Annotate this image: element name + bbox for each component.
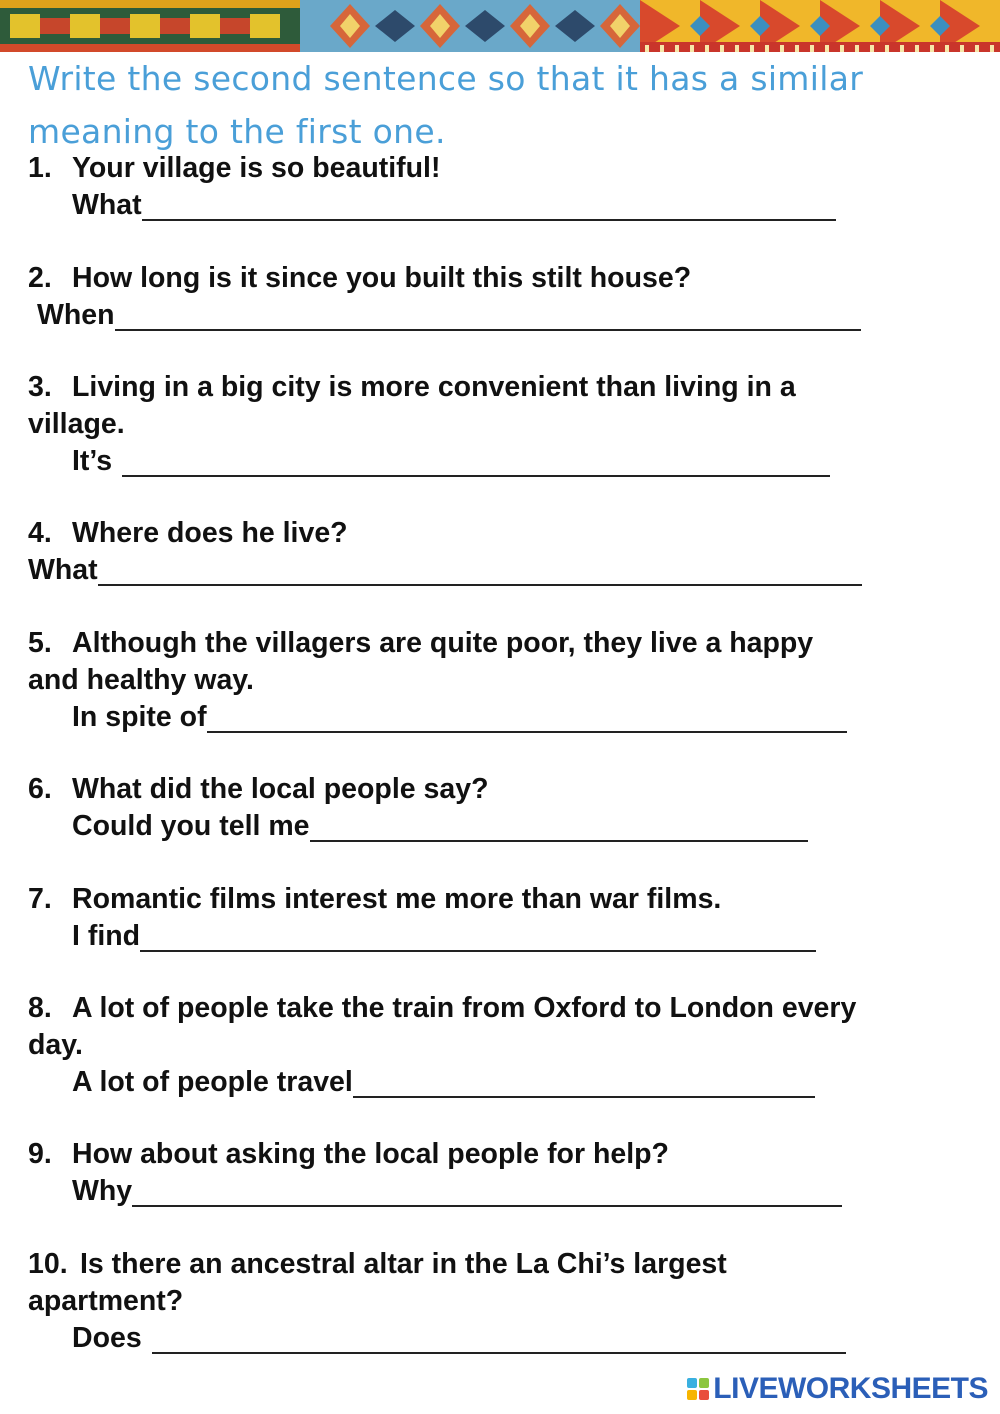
answer-input-3[interactable] [122, 449, 830, 477]
question-9 [28, 1136, 973, 1173]
answer-prompt: A lot of people travel [72, 1066, 353, 1098]
answer-row-2 [37, 297, 861, 334]
answer-input-2[interactable] [115, 303, 861, 331]
question-8 [28, 990, 973, 1064]
question-text: A lot of people take the train from Oxford to London every [72, 992, 857, 1024]
answer-input-1[interactable] [142, 193, 836, 221]
question-text: Although the villagers are quite poor, they live a happy [72, 627, 814, 659]
question-text: Where does he live? [72, 517, 348, 549]
answer-row-6 [72, 808, 808, 845]
ethnic-pattern-banner [0, 0, 1000, 52]
answer-input-9[interactable] [132, 1179, 842, 1207]
question-1 [28, 150, 973, 187]
answer-prompt: Does [72, 1322, 142, 1354]
question-number: 5. [28, 627, 52, 659]
answer-input-10[interactable] [152, 1326, 846, 1354]
answer-prompt: It’s [72, 445, 113, 477]
question-text: Is there an ancestral altar in the La Chi’s largest [80, 1248, 727, 1280]
liveworksheets-logo-icon [687, 1378, 709, 1400]
answer-prompt: I find [72, 920, 141, 952]
answer-input-7[interactable] [140, 924, 816, 952]
question-number: 2. [28, 262, 52, 294]
answer-prompt: What [72, 189, 142, 221]
answer-prompt: Why [72, 1175, 133, 1207]
answer-row-9 [72, 1173, 842, 1210]
question-number: 4. [28, 517, 52, 549]
answer-prompt: In spite of [72, 701, 207, 733]
question-text-continued: and healthy way. [28, 664, 254, 696]
instruction-heading: Write the second sentence so that it has a similar meaning to the first one. [28, 59, 864, 151]
answer-input-5[interactable] [207, 705, 847, 733]
question-6 [28, 771, 973, 808]
answer-row-1 [72, 187, 836, 224]
answer-row-10 [72, 1320, 846, 1357]
answer-prompt: Could you tell me [72, 810, 310, 842]
question-text: Romantic films interest me more than war films. [72, 883, 722, 915]
question-number: 10. [28, 1248, 68, 1280]
question-text: What did the local people say? [72, 773, 489, 805]
question-text: How about asking the local people for help? [72, 1138, 669, 1170]
question-number: 9. [28, 1138, 52, 1170]
question-4 [28, 515, 973, 552]
answer-input-4[interactable] [98, 558, 862, 586]
answer-row-7 [72, 918, 816, 955]
question-number: 8. [28, 992, 52, 1024]
question-text: How long is it since you built this stilt house? [72, 262, 692, 294]
answer-row-3 [72, 443, 830, 480]
question-text: Living in a big city is more convenient than living in a [72, 371, 796, 403]
answer-prompt: What [28, 554, 98, 586]
question-text-continued: apartment? [28, 1285, 184, 1317]
decorative-pattern [0, 0, 1000, 52]
question-number: 1. [28, 152, 52, 184]
question-2 [28, 260, 973, 297]
answer-prompt: When [37, 299, 115, 331]
answer-row-8 [72, 1064, 815, 1101]
answer-input-8[interactable] [353, 1070, 815, 1098]
question-text-continued: day. [28, 1029, 83, 1061]
question-text: Your village is so beautiful! [72, 152, 441, 184]
liveworksheets-logo [687, 1372, 988, 1406]
question-number: 6. [28, 773, 52, 805]
question-10 [28, 1246, 973, 1320]
logo-text: LIVEWORKSHEETS [713, 1372, 988, 1405]
question-number: 3. [28, 371, 52, 403]
answer-input-6[interactable] [310, 814, 808, 842]
question-5 [28, 625, 973, 699]
answer-row-4 [28, 552, 862, 589]
question-text-continued: village. [28, 408, 125, 440]
answer-row-5 [72, 699, 847, 736]
question-number: 7. [28, 883, 52, 915]
question-3 [28, 369, 973, 443]
question-7 [28, 881, 973, 918]
